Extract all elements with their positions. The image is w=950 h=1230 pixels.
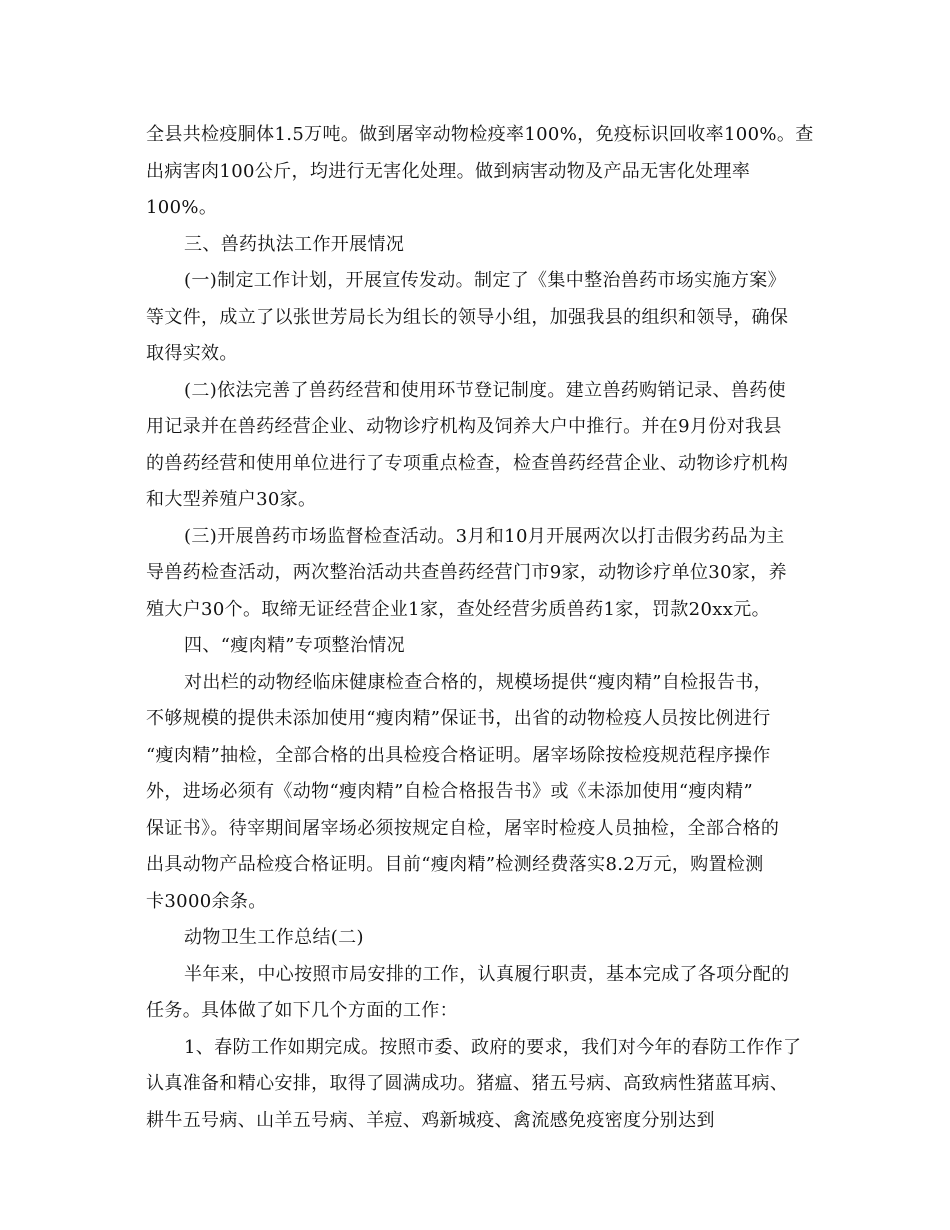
section-heading: 三、兽药执法工作开展情况	[184, 233, 405, 255]
text-line: 卡3000余条。	[146, 890, 267, 912]
text-line: 100%。	[146, 197, 218, 218]
text-line: 外，进场必须有《动物“瘦肉精”自检合格报告书》或《未添加使用“瘦肉精”	[146, 781, 754, 802]
text-line: “瘦肉精”抽检，全部合格的出具检疫合格证明。屠宰场除按检疫规范程序操作	[146, 744, 771, 766]
section-heading: 动物卫生工作总结(二)	[184, 927, 364, 948]
text-line: 1、春防工作如期完成。按照市委、政府的要求，我们对今年的春防工作作了	[184, 1036, 802, 1058]
paragraph-registration-system	[146, 376, 812, 522]
text-line: (一)制定工作计划，开展宣传发动。制定了《集中整治兽药市场实施方案》	[184, 270, 786, 291]
text-line: 耕牛五号病、山羊五号病、羊痘、鸡新城疫、禽流感免疫密度分别达到	[146, 1109, 715, 1131]
paragraph-market-inspection	[146, 522, 812, 632]
text-line: 半年来，中心按照市局安排的工作，认真履行职责，基本完成了各项分配的	[184, 963, 790, 985]
text-line: 出病害肉100公斤，均进行无害化处理。做到病害动物及产品无害化处理率	[146, 160, 751, 182]
heading-section-four	[146, 631, 812, 668]
text-line: 对出栏的动物经临床健康检查合格的，规模场提供“瘦肉精”自检报告书，	[184, 671, 772, 693]
document-page	[146, 120, 812, 1142]
paragraph-half-year	[146, 960, 812, 1033]
text-line: 和大型养殖户30家。	[146, 489, 317, 510]
text-line: (三)开展兽药市场监督检查活动。3月和10月开展两次以打击假劣药品为主	[184, 525, 785, 547]
paragraph-clenbuterol	[146, 668, 812, 924]
paragraph-work-plan	[146, 266, 812, 376]
text-line: 取得实效。	[146, 343, 238, 364]
text-line: 等文件，成立了以张世芳局长为组长的领导小组，加强我县的组织和领导，确保	[146, 306, 789, 328]
text-line: 认真准备和精心安排，取得了圆满成功。猪瘟、猪五号病、高致病性猪蓝耳病、	[146, 1073, 789, 1094]
text-line: 的兽药经营和使用单位进行了专项重点检查，检查兽药经营企业、动物诊疗机构	[146, 452, 789, 474]
paragraph-spring-prevention	[146, 1033, 812, 1143]
text-line: 全县共检疫胴体1.5万吨。做到屠宰动物检疫率100%，免疫标识回收率100%。查	[146, 124, 814, 145]
text-line: 出具动物产品检疫合格证明。目前“瘦肉精”检测经费落实8.2万元，购置检测	[146, 854, 764, 875]
paragraph-inspection-results	[146, 120, 812, 230]
text-line: 用记录并在兽药经营企业、动物诊疗机构及饲养大户中推行。并在9月份对我县	[146, 416, 782, 437]
text-line: 不够规模的提供未添加使用“瘦肉精”保证书，出省的动物检疫人员按比例进行	[146, 708, 771, 729]
text-line: 保证书》。待宰期间屠宰场必须按规定自检，屠宰时检疫人员抽检，全部合格的	[146, 817, 780, 839]
heading-section-three	[146, 230, 812, 267]
text-line: 殖大户30个。取缔无证经营企业1家，查处经营劣质兽药1家，罚款20xx元。	[146, 598, 770, 620]
text-line: 导兽药检查活动，两次整治活动共查兽药经营门市9家，动物诊疗单位30家，养	[146, 562, 787, 583]
section-heading: 四、“瘦肉精”专项整治情况	[184, 635, 405, 656]
text-line: (二)依法完善了兽药经营和使用环节登记制度。建立兽药购销记录、兽药使	[184, 379, 786, 401]
heading-summary-two	[146, 923, 812, 960]
text-line: 任务。具体做了如下几个方面的工作：	[146, 1000, 458, 1021]
